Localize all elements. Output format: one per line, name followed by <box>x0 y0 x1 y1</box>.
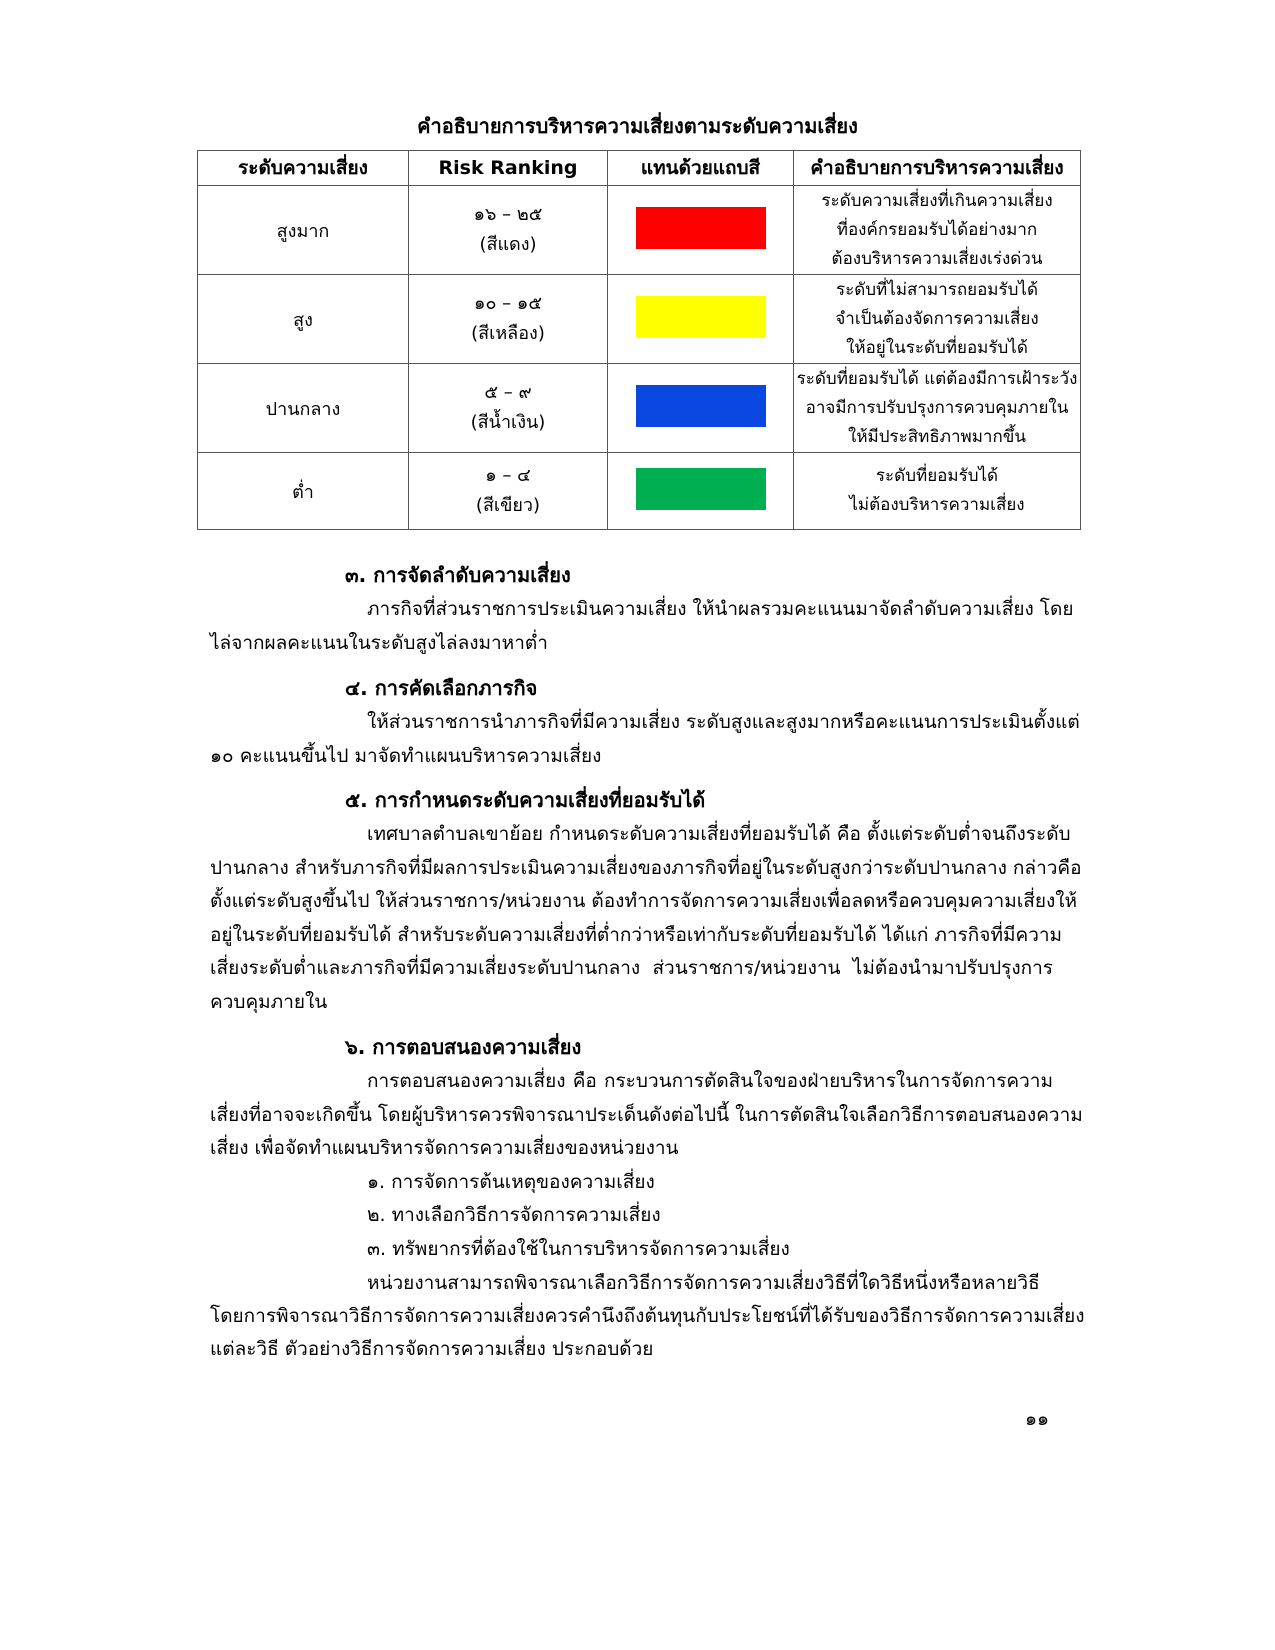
color-swatch <box>636 207 766 249</box>
section-heading: ๕. การกำหนดระดับความเสี่ยงที่ยอมรับได้ <box>345 788 706 812</box>
description-line: ระดับที่ไม่สามารถยอมรับได้ <box>835 279 1039 300</box>
description-line: ไม่ต้องบริหารความเสี่ยง <box>849 495 1025 515</box>
color-bar-cell <box>608 186 794 275</box>
paragraph-line: ให้ส่วนราชการนำภารกิจที่มีความเสี่ยง ระดับสูงและสูงมากหรือคะแนนการประเมินตั้งแต่ <box>367 711 1080 733</box>
paragraph-line: เทศบาลตำบลเขาย้อย กำหนดระดับความเสี่ยงที่ยอมรับได้ คือ ตั้งแต่ระดับต่ำจนถึงระดับ <box>367 823 1071 845</box>
description-line: ที่องค์กรยอมรับได้อย่างมาก <box>836 219 1038 240</box>
description-cell <box>794 364 1081 453</box>
risk-level-table <box>197 150 1081 530</box>
list-item: ๒. ทางเลือกวิธีการจัดการความเสี่ยง <box>367 1204 661 1227</box>
paragraph-line: แต่ละวิธี ตัวอย่างวิธีการจัดการความเสี่ยง ประกอบด้วย <box>210 1338 654 1361</box>
ranking-range: ๑๐ – ๑๕ <box>474 293 542 314</box>
list-item: ๓. ทรัพยากรที่ต้องใช้ในการบริหารจัดการความเสี่ยง <box>367 1238 790 1260</box>
paragraph-line: อยู่ในระดับที่ยอมรับได้ สำหรับระดับความเสี่ยงที่ต่ำกว่าหรือเท่ากับระดับที่ยอมรับได้ ได้แก่ ภารกิจที่มีความ <box>210 923 1063 946</box>
risk-level-cell: ต่ำ <box>198 453 409 530</box>
ranking-color-name: (สีน้ำเงิน) <box>470 412 546 433</box>
color-bar-cell <box>608 453 794 530</box>
description-line: ให้มีประสิทธิภาพมากขึ้น <box>848 426 1026 447</box>
description-line: อาจมีการปรับปรุงการควบคุมภายใน <box>805 397 1069 418</box>
paragraph-line: เสี่ยงที่อาจจะเกิดขึ้น โดยผู้บริหารควรพิจารณาประเด็นดังต่อไปนี้ ในการตัดสินใจเลือกวิธีการตอบสนองความ <box>210 1103 1083 1126</box>
section-heading: ๖. การตอบสนองความเสี่ยง <box>345 1035 582 1059</box>
header-risk-level: ระดับความเสี่ยง <box>198 151 409 186</box>
color-bar-cell <box>608 275 794 364</box>
header-risk-ranking: Risk Ranking <box>409 151 608 186</box>
risk-level-cell: สูงมาก <box>198 186 409 275</box>
paragraph-line: ไล่จากผลคะแนนในระดับสูงไล่ลงมาหาต่ำ <box>210 631 548 654</box>
color-swatch <box>636 296 766 338</box>
table-row <box>198 275 1081 364</box>
description-line: จำเป็นต้องจัดการความเสี่ยง <box>835 308 1039 329</box>
table-title: คำอธิบายการบริหารความเสี่ยงตามระดับความเสี่ยง <box>417 114 858 138</box>
description-line: ระดับความเสี่ยงที่เกินความเสี่ยง <box>821 190 1053 211</box>
header-color-bar: แทนด้วยแถบสี <box>608 151 794 186</box>
risk-ranking-cell <box>409 453 608 530</box>
section-heading: ๔. การคัดเลือกภารกิจ <box>345 676 538 700</box>
paragraph-line: ควบคุมภายใน <box>210 991 328 1013</box>
page-number: ๑๑ <box>1025 1408 1050 1430</box>
ranking-color-name: (สีแดง) <box>479 234 537 255</box>
color-bar-cell <box>608 364 794 453</box>
description-cell <box>794 453 1081 530</box>
risk-ranking-cell <box>409 186 608 275</box>
table-row <box>198 364 1081 453</box>
paragraph-line: เสี่ยงระดับต่ำและภารกิจที่มีความเสี่ยงระดับปานกลาง ส่วนราชการ/หน่วยงาน ไม่ต้องนำมาปรับปรุงการ <box>210 957 1053 980</box>
ranking-color-name: (สีเหลือง) <box>471 323 545 344</box>
ranking-range: ๑๖ – ๒๕ <box>473 204 543 225</box>
table-row <box>198 186 1081 275</box>
section-heading: ๓. การจัดลำดับความเสี่ยง <box>345 563 571 587</box>
list-item: ๑. การจัดการต้นเหตุของความเสี่ยง <box>367 1170 655 1193</box>
description-line: ระดับที่ยอมรับได้ แต่ต้องมีการเฝ้าระวัง <box>796 368 1078 389</box>
paragraph-line: เสี่ยง เพื่อจัดทำแผนบริหารจัดการความเสี่ยงของหน่วยงาน <box>210 1137 679 1160</box>
paragraph-line: หน่วยงานสามารถพิจารณาเลือกวิธีการจัดการความเสี่ยงวิธีที่ใดวิธีหนึ่งหรือหลายวิธี <box>367 1271 1040 1294</box>
ranking-range: ๕ – ๙ <box>484 382 532 403</box>
table-row <box>198 453 1081 530</box>
description-line: ระดับที่ยอมรับได้ <box>875 466 999 486</box>
risk-level-cell: สูง <box>198 275 409 364</box>
risk-ranking-cell <box>409 275 608 364</box>
paragraph-line: ภารกิจที่ส่วนราชการประเมินความเสี่ยง ให้นำผลรวมคะแนนมาจัดลำดับความเสี่ยง โดย <box>367 598 1074 620</box>
color-swatch <box>636 385 766 427</box>
paragraph-line: ๑๐ คะแนนขึ้นไป มาจัดทำแผนบริหารความเสี่ยง <box>210 744 602 767</box>
paragraph-line: การตอบสนองความเสี่ยง คือ กระบวนการตัดสินใจของฝ่ายบริหารในการจัดการความ <box>367 1070 1053 1092</box>
ranking-color-name: (สีเขียว) <box>475 495 541 516</box>
risk-ranking-cell <box>409 364 608 453</box>
header-description: คำอธิบายการบริหารความเสี่ยง <box>794 151 1081 186</box>
ranking-range: ๑ – ๔ <box>485 465 531 486</box>
description-line: ต้องบริหารความเสี่ยงเร่งด่วน <box>831 248 1043 269</box>
description-cell <box>794 275 1081 364</box>
risk-level-cell: ปานกลาง <box>198 364 409 453</box>
paragraph-line: ตั้งแต่ระดับสูงขึ้นไป ให้ส่วนราชการ/หน่วยงาน ต้องทำการจัดการความเสี่ยงเพื่อลดหรือควบคุมความเสี่ยงให้ <box>210 890 1078 913</box>
description-line: ให้อยู่ในระดับที่ยอมรับได้ <box>846 337 1028 358</box>
paragraph-line: ปานกลาง สำหรับภารกิจที่มีผลการประเมินความเสี่ยงของภารกิจที่อยู่ในระดับสูงกว่าระดับปานกลาง กล่าวคือ <box>210 856 1082 879</box>
color-swatch <box>636 468 766 510</box>
table-header-row <box>198 151 1081 186</box>
paragraph-line: โดยการพิจารณาวิธีการจัดการความเสี่ยงควรคำนึงถึงต้นทุนกับประโยชน์ที่ได้รับของวิธีการจัดการความเสี่ยง <box>210 1304 1085 1327</box>
description-cell <box>794 186 1081 275</box>
